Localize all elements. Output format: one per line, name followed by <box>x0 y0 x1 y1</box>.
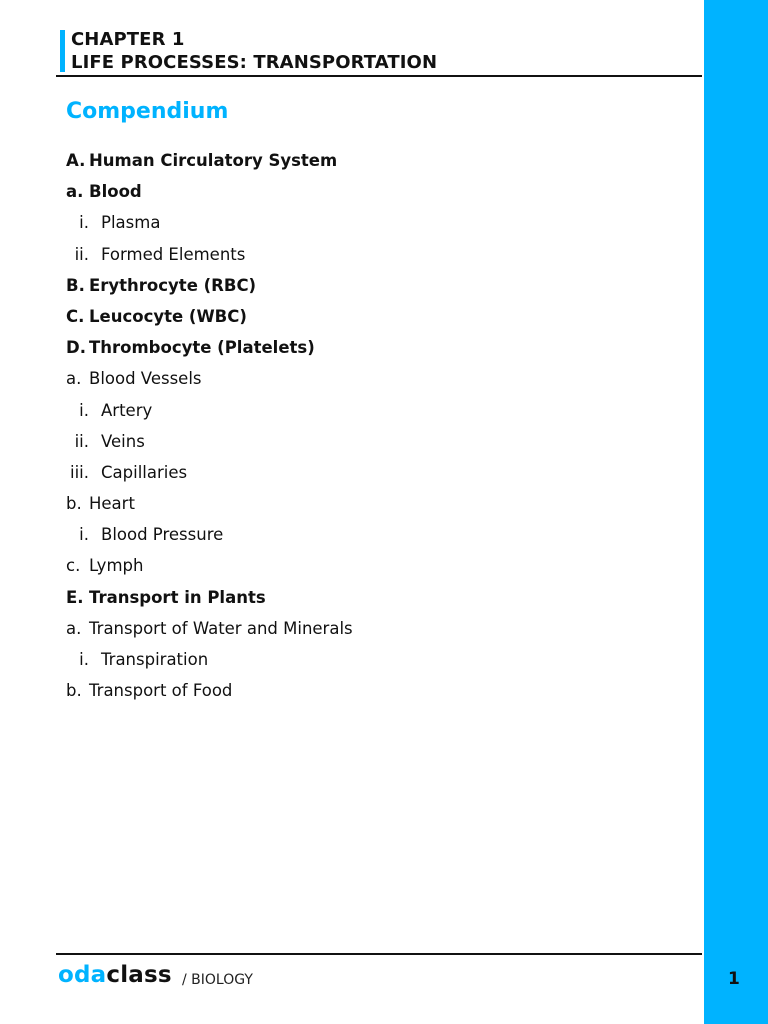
outline-item <box>66 647 353 678</box>
outline-label: Blood <box>89 182 142 202</box>
outline-marker: i. <box>79 400 89 420</box>
outline-item <box>66 273 353 304</box>
outline-item <box>66 616 353 647</box>
outline-marker: E. <box>66 587 84 607</box>
outline-marker: b. <box>66 494 82 514</box>
outline-label: Blood Vessels <box>89 369 202 389</box>
outline-item <box>66 553 353 584</box>
chapter-label: CHAPTER 1 <box>71 29 185 50</box>
outline-marker: C. <box>66 306 85 326</box>
outline-item <box>66 460 353 491</box>
outline-marker: ii. <box>74 431 89 451</box>
outline-marker: i. <box>79 650 89 669</box>
outline-item <box>66 210 353 241</box>
outline-item <box>66 678 353 709</box>
outline-item <box>66 398 353 429</box>
outline-marker: D. <box>66 338 86 358</box>
outline-marker: a. <box>66 182 84 202</box>
side-accent-bar <box>704 0 768 1024</box>
outline-marker: a. <box>66 369 82 389</box>
outline-label: Transport in Plants <box>89 587 266 607</box>
page-number: 1 <box>728 969 740 989</box>
outline-label: Thrombocyte (Platelets) <box>89 338 315 358</box>
outline-marker: c. <box>66 556 81 576</box>
chapter-heading <box>71 28 437 74</box>
outline-item <box>66 179 353 210</box>
outline-marker: B. <box>66 275 85 295</box>
outline-label: Transpiration <box>101 650 209 669</box>
outline-label: Lymph <box>89 556 144 576</box>
odaclass-logo <box>58 962 172 988</box>
outline-label: Transport of Food <box>89 681 233 701</box>
outline-label: Erythrocyte (RBC) <box>89 275 257 295</box>
outline-item <box>66 429 353 460</box>
outline-label: Veins <box>101 431 145 451</box>
outline-item <box>66 522 353 553</box>
outline-marker: A. <box>66 151 86 170</box>
outline-marker: a. <box>66 618 82 638</box>
outline-marker: i. <box>79 525 89 545</box>
header-divider <box>56 75 702 77</box>
outline-item <box>66 148 353 179</box>
outline-label: Transport of Water and Minerals <box>89 618 353 638</box>
outline-label: Formed Elements <box>101 244 246 264</box>
logo-oda: oda <box>58 962 107 988</box>
outline-item <box>66 366 353 397</box>
outline-label: Heart <box>89 494 135 514</box>
outline-label: Capillaries <box>101 462 188 482</box>
outline-item <box>66 304 353 335</box>
subject-label: / BIOLOGY <box>182 972 253 988</box>
outline-item <box>66 491 353 522</box>
footer-divider <box>56 953 702 955</box>
outline-marker: b. <box>66 681 82 701</box>
outline-label: Leucocyte (WBC) <box>89 306 247 326</box>
outline-item <box>66 242 353 273</box>
outline-marker: ii. <box>74 244 89 264</box>
outline-label: Artery <box>101 400 153 420</box>
outline-marker: iii. <box>70 462 89 482</box>
outline-label: Plasma <box>101 213 161 233</box>
outline-item <box>66 585 353 616</box>
outline-item <box>66 335 353 366</box>
outline-label: Blood Pressure <box>101 525 224 545</box>
logo-class: class <box>106 962 172 988</box>
topic-outline <box>66 148 353 709</box>
outline-label: Human Circulatory System <box>89 151 338 170</box>
outline-marker: i. <box>79 213 89 233</box>
section-title: Compendium <box>66 99 229 124</box>
chapter-title: LIFE PROCESSES: TRANSPORTATION <box>71 52 438 73</box>
header-accent-bar <box>60 30 65 72</box>
